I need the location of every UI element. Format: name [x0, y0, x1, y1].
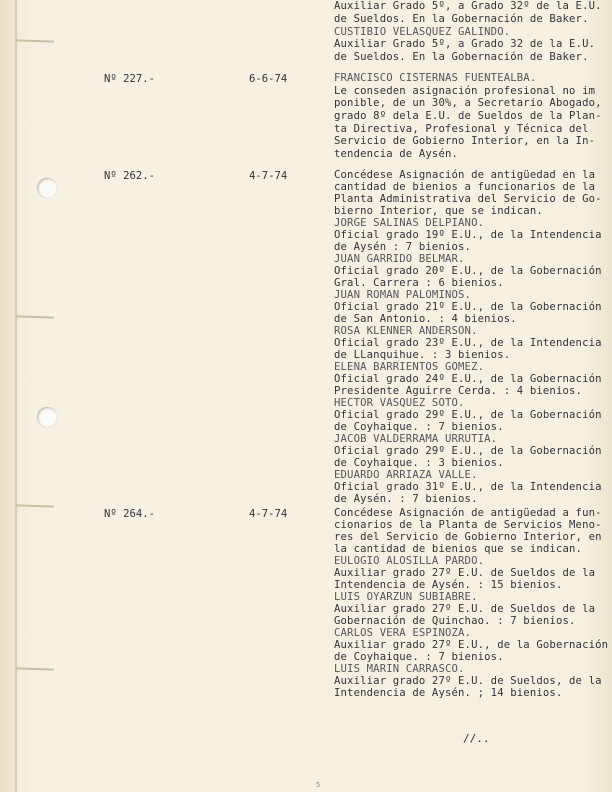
- person-name: JUAN ROMAN PALOMINOS.: [334, 289, 472, 301]
- fold-mark: [16, 39, 54, 42]
- resolution-date: 4-7-74: [249, 170, 288, 182]
- fold-mark: [16, 667, 54, 670]
- text-line: la cantidad de bienios que se indican.: [334, 543, 583, 555]
- text-line: Concédese Asignación de antigüedad en la: [334, 169, 596, 181]
- person-name: EDUARDO ARRIAZA VALLE.: [334, 469, 478, 481]
- punch-hole-bottom: [37, 407, 57, 427]
- person-name: JUAN GARRIDO BELMAR.: [334, 253, 465, 265]
- text-line: Oficial grado 19º E.U., de la Intendencia: [334, 229, 602, 241]
- text-line: Oficial grado 23º E.U., de la Intendencia: [334, 337, 602, 349]
- resolution-date: 6-6-74: [249, 73, 288, 85]
- text-line: Concédese Asignación de antigüedad a fun-: [334, 507, 602, 519]
- text-line: ponible, de un 30%, a Secretario Abogado,: [334, 97, 602, 109]
- text-line: cantidad de bienios a funcionarios de la: [334, 181, 596, 193]
- text-line: CUSTIBIO VELASQUEZ GALINDO.: [334, 26, 511, 38]
- text-line: Auxiliar grado 27º E.U. de Sueldos de la: [334, 567, 596, 579]
- resolution-number: Nº 227.-: [104, 73, 156, 85]
- text-line: tendencia de Aysén.: [334, 148, 459, 160]
- person-name: ELENA BARRIENTOS GOMEZ.: [334, 361, 485, 373]
- text-line: de Coyhaique. : 3 bienios.: [334, 457, 504, 469]
- person-name: FRANCISCO CISTERNAS FUENTEALBA.: [334, 72, 537, 84]
- text-line: ta Directiva, Profesional y Técnica del: [334, 123, 589, 135]
- margin-shadow: [0, 0, 20, 792]
- text-line: Gobernación de Quinchao. : 7 bienios.: [334, 615, 576, 627]
- text-line: grado 8º dela E.U. de Sueldos de la Plan-: [334, 110, 602, 122]
- text-line: Auxiliar grado 27º E.U. de Sueldos de la: [334, 603, 596, 615]
- text-line: Presidente Aguirre Cerda. : 4 bienios.: [334, 385, 583, 397]
- continuation-mark: //..: [463, 732, 490, 745]
- text-line: Auxiliar Grado 5º, a Grado 32º de la E.U.: [334, 0, 602, 12]
- margin-rule: [15, 0, 17, 792]
- text-line: Oficial grado 24º E.U., de la Gobernación: [334, 373, 602, 385]
- text-line: Intendencia de Aysén. ; 14 bienios.: [334, 687, 563, 699]
- person-name: JACOB VALDERRAMA URRUTIA.: [334, 433, 498, 445]
- text-line: Planta Administrativa del Servicio de Go-: [334, 193, 602, 205]
- resolution-number: Nº 262.-: [104, 170, 156, 182]
- text-line: Oficial grado 20º E.U., de la Gobernación: [334, 265, 602, 277]
- text-line: Oficial grado 21º E.U., de la Gobernación: [334, 301, 602, 313]
- text-line: de Sueldos. En la Gobernación de Baker.: [334, 51, 589, 63]
- text-line: de Aysén : 7 bienios.: [334, 241, 472, 253]
- text-line: de Sueldos. En la Gobernación de Baker.: [334, 13, 589, 25]
- text-line: Auxiliar grado 27º E.U., de la Gobernación: [334, 639, 609, 651]
- fold-mark: [16, 315, 54, 318]
- text-line: de LLanquihue. : 3 bienios.: [334, 349, 511, 361]
- text-line: de Coyhaique. : 7 bienios.: [334, 651, 504, 663]
- resolution-date: 4-7-74: [249, 508, 288, 520]
- fold-mark: [16, 504, 54, 507]
- text-line: de San Antonio. : 4 bienios.: [334, 313, 517, 325]
- page-footer-mark: 5: [316, 781, 321, 789]
- punch-hole-top: [37, 178, 57, 198]
- resolution-number: Nº 264.-: [104, 508, 156, 520]
- person-name: HECTOR VASQUEZ SOTO.: [334, 397, 465, 409]
- text-line: Gral. Carrera : 6 bienios.: [334, 277, 504, 289]
- text-line: Auxiliar Grado 5º, a Grado 32 de la E.U.: [334, 38, 596, 50]
- text-line: Oficial grado 31º E.U., de la Intendencia: [334, 481, 602, 493]
- text-line: Intendencia de Aysén. : 15 bienios.: [334, 579, 563, 591]
- person-name: CARLOS VERA ESPINOZA.: [334, 627, 472, 639]
- person-name: JORGE SALINAS DELPIANO.: [334, 217, 485, 229]
- text-line: bierno Interior, que se indican.: [334, 205, 543, 217]
- text-line: cionarios de la Planta de Servicios Meno-: [334, 519, 602, 531]
- text-line: de Aysén. : 7 bienios.: [334, 493, 478, 505]
- text-line: res del Servicio de Gobierno Interior, en: [334, 531, 602, 543]
- text-line: Le conseden asignación profesional no im: [334, 85, 596, 97]
- text-line: de Coyhaique. : 7 bienios.: [334, 421, 504, 433]
- text-line: Servicio de Gobierno Interior, en la In-: [334, 135, 596, 147]
- text-line: Oficial grado 29º E.U., de la Gobernación: [334, 409, 602, 421]
- text-line: Oficial grado 29º E.U., de la Gobernación: [334, 445, 602, 457]
- person-name: LUIS MARIN CARRASCO.: [334, 663, 465, 675]
- person-name: EULOGIO ALOSILLA PARDO.: [334, 555, 485, 567]
- person-name: ROSA KLENNER ANDERSON.: [334, 325, 478, 337]
- text-line: Auxiliar grado 27º E.U. de Sueldos, de la: [334, 675, 602, 687]
- person-name: LUIS OYARZUN SUBIABRE.: [334, 591, 478, 603]
